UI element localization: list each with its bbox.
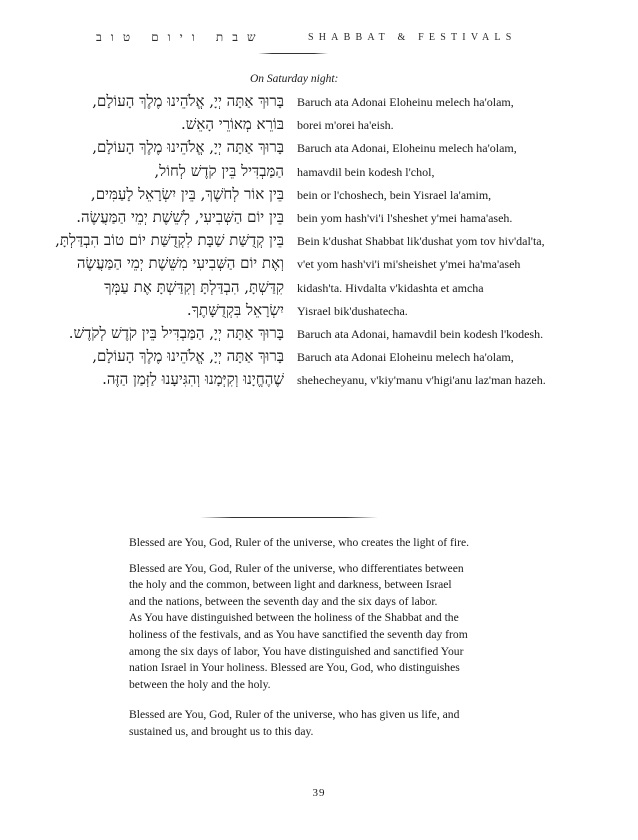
- hebrew-line: וְאֶת יוֹם הַשְּׁבִיעִי מִשֵּׁשֶׁת יְמֵי הַמַּעֲשֶׂה: [76, 254, 284, 273]
- hebrew-line: בֵּין אוֹר לְחֹשֶׁךְ, בֵּין יִשְׂרָאֵל לָעַמִּים,: [90, 184, 284, 203]
- hebrew-line: בֵּין קְדֻשַּׁת שַׁבָּת לִקְדֻשַּׁת יוֹם טוֹב הִבְדַּלְתָּ,: [55, 231, 284, 250]
- hebrew-line: בֵּין יוֹם הַשְּׁבִיעִי, לְשֵׁשֶׁת יְמֵי הַמַּעֲשֶׂה.: [76, 207, 284, 226]
- blessing-rows: [0, 91, 638, 392]
- blessing-row: [0, 161, 638, 184]
- hebrew-line: בָּרוּךְ אַתָּה יְיָ, אֱלֹהֵינוּ מֶלֶךְ הָעוֹלָם,: [92, 138, 284, 157]
- blessing-row: [0, 346, 638, 369]
- transliteration-line: bein yom hash'vi'i l'sheshet y'mei hama'aseh.: [297, 210, 513, 225]
- translation-line: sustained us, and brought us to this day.: [129, 724, 314, 738]
- transliteration-line: bein or l'choshech, bein Yisrael la'amim,: [297, 187, 492, 202]
- running-header: [0, 30, 638, 46]
- transliteration-line: Baruch ata Adonai, hamavdil bein kodesh l'kodesh.: [297, 326, 544, 341]
- blessing-row: [0, 137, 638, 160]
- hebrew-line: בָּרוּךְ אַתָּה יְיָ, אֱלֹהֵינוּ מֶלֶךְ הָעוֹלָם,: [92, 92, 284, 110]
- hebrew-line: בָּרוּךְ אַתָּה יְיָ, הַמַּבְדִּיל בֵּין קֹדֶשׁ לְקֹדֶשׁ.: [68, 323, 284, 342]
- translation-line: holiness of the festivals, and as You have sanctified the seventh day from: [129, 627, 468, 641]
- section-caption: On Saturday night:: [250, 73, 339, 85]
- translation-line: the holy and the common, between light and darkness, between Israel: [129, 578, 452, 592]
- blessing-row: [0, 184, 638, 207]
- blessing-row: [0, 277, 638, 300]
- blessing-row: [0, 114, 638, 137]
- page-number: 39: [312, 787, 326, 799]
- blessing-row: [0, 207, 638, 230]
- hebrew-line: בּוֹרֵא מְאוֹרֵי הָאֵשׁ.: [180, 115, 284, 134]
- transliteration-line: v'et yom hash'vi'i mi'sheishet y'mei ha'ma'aseh: [297, 257, 521, 272]
- blessing-row: [0, 323, 638, 346]
- translation-paragraph: [129, 707, 509, 740]
- transliteration-line: Baruch ata Adonai Eloheinu melech ha'olam,: [297, 350, 514, 365]
- transliteration-line: Baruch ata Adonai Eloheinu melech ha'olam,: [297, 95, 514, 109]
- header-divider: [258, 53, 328, 54]
- transliteration-line: Yisrael bik'dushatecha.: [297, 303, 408, 318]
- transliteration-line: shehecheyanu, v'kiy'manu v'higi'anu laz'man hazeh.: [297, 373, 546, 388]
- translation-line: Blessed are You, God, Ruler of the universe, who differentiates between: [129, 561, 464, 575]
- hebrew-line: קִדַּשְׁתָּ, הִבְדַּלְתָּ וְקִדַּשְׁתָּ אֶת עַמְּךָ: [104, 277, 284, 296]
- hebrew-line: בָּרוּךְ אַתָּה יְיָ, אֱלֹהֵינוּ מֶלֶךְ הָעוֹלָם,: [92, 347, 284, 366]
- translation-paragraph: [129, 535, 509, 552]
- section-divider: [200, 517, 378, 518]
- english-translation: [129, 535, 509, 741]
- transliteration-line: borei m'orei ha'eish.: [297, 118, 394, 133]
- blessing-row: [0, 253, 638, 276]
- translation-line: As You have distinguished between the holiness of the Shabbat and the: [129, 611, 459, 625]
- header-hebrew-title: שבת ויום טוב: [96, 30, 265, 44]
- translation-line: between the holy and the holy.: [129, 677, 271, 691]
- translation-line: Blessed are You, God, Ruler of the universe, who has given us life, and: [129, 708, 460, 722]
- header-english-title: SHABBAT & FESTIVALS: [308, 32, 517, 43]
- translation-line: and the nations, between the seventh day and the six days of labor.: [129, 594, 438, 608]
- transliteration-line: hamavdil bein kodesh l'chol,: [297, 164, 435, 179]
- hebrew-line: יִשְׂרָאֵל בִּקְדֻשָּׁתֶךָ.: [186, 300, 284, 319]
- blessing-row: [0, 300, 638, 323]
- transliteration-line: Bein k'dushat Shabbat lik'dushat yom tov hiv'dal'ta,: [297, 234, 545, 249]
- blessing-row: [0, 230, 638, 253]
- translation-line: nation Israel in Your holiness. Blessed are You, God, who distinguishes: [129, 661, 460, 675]
- hebrew-line: שֶׁהֶחֱיָנוּ וְקִיְּמָנוּ וְהִגִּיעָנוּ לַזְּמַן הַזֶּה.: [102, 370, 284, 389]
- blessing-row: [0, 91, 638, 114]
- hebrew-line: הַמַּבְדִּיל בֵּין קֹדֶשׁ לְחוֹל,: [154, 161, 284, 180]
- blessing-row: [0, 369, 638, 392]
- transliteration-line: Baruch ata Adonai, Eloheinu melech ha'olam,: [297, 141, 517, 156]
- translation-line: Blessed are You, God, Ruler of the universe, who creates the light of fire.: [129, 536, 469, 549]
- translation-line: among the six days of labor, You have distinguished and sanctified Your: [129, 644, 464, 658]
- translation-paragraph: [129, 561, 509, 694]
- transliteration-line: kidash'ta. Hivdalta v'kidashta et amcha: [297, 280, 484, 295]
